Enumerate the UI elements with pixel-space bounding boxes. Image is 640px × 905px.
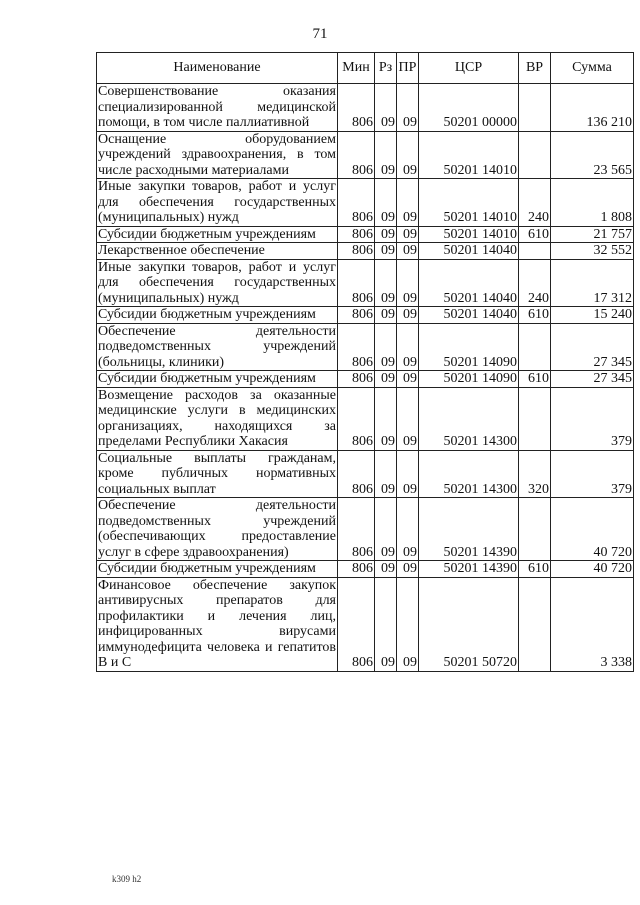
cell-pr: 09 bbox=[397, 307, 419, 324]
cell-sum: 40 720 bbox=[551, 561, 634, 578]
cell-sum: 17 312 bbox=[551, 259, 634, 307]
cell-vr bbox=[519, 84, 551, 132]
cell-vr: 610 bbox=[519, 561, 551, 578]
header-pr: ПР bbox=[397, 53, 419, 84]
cell-vr: 610 bbox=[519, 371, 551, 388]
cell-vr bbox=[519, 243, 551, 260]
cell-rz: 09 bbox=[375, 226, 397, 243]
cell-rz: 09 bbox=[375, 131, 397, 179]
cell-rz: 09 bbox=[375, 577, 397, 671]
cell-min: 806 bbox=[338, 243, 375, 260]
cell-pr: 09 bbox=[397, 84, 419, 132]
cell-pr: 09 bbox=[397, 450, 419, 498]
cell-rz: 09 bbox=[375, 243, 397, 260]
cell-sum: 15 240 bbox=[551, 307, 634, 324]
cell-csr: 50201 14090 bbox=[419, 323, 519, 371]
cell-name: Финансовое обеспечение закупок антивирусных препаратов для профилактики и лечения лиц, инфицированных вирусами иммунодефицита человека и гепатитов В и С bbox=[98, 577, 336, 670]
cell-name: Социальные выплаты гражданам, кроме публичных нормативных социальных выплат bbox=[98, 450, 336, 497]
cell-sum: 32 552 bbox=[551, 243, 634, 260]
cell-csr: 50201 14300 bbox=[419, 450, 519, 498]
table-row bbox=[97, 243, 634, 260]
cell-vr bbox=[519, 323, 551, 371]
cell-name: Субсидии бюджетным учреждениям bbox=[97, 371, 338, 388]
table-row bbox=[97, 498, 634, 561]
cell-pr: 09 bbox=[397, 498, 419, 561]
cell-vr bbox=[519, 577, 551, 671]
cell-min: 806 bbox=[338, 323, 375, 371]
cell-csr: 50201 14010 bbox=[419, 131, 519, 179]
cell-csr: 50201 14300 bbox=[419, 387, 519, 450]
cell-sum: 40 720 bbox=[551, 498, 634, 561]
cell-name: Обеспечение деятельности подведомственных учреждений (больницы, клиники) bbox=[98, 323, 336, 370]
cell-rz: 09 bbox=[375, 387, 397, 450]
cell-csr: 50201 14390 bbox=[419, 561, 519, 578]
header-sum: Сумма bbox=[551, 53, 634, 84]
cell-vr: 610 bbox=[519, 226, 551, 243]
cell-vr bbox=[519, 498, 551, 561]
cell-rz: 09 bbox=[375, 179, 397, 227]
header-vr: ВР bbox=[519, 53, 551, 84]
cell-sum: 3 338 bbox=[551, 577, 634, 671]
cell-min: 806 bbox=[338, 84, 375, 132]
cell-name: Субсидии бюджетным учреждениям bbox=[97, 226, 338, 243]
cell-pr: 09 bbox=[397, 323, 419, 371]
cell-rz: 09 bbox=[375, 259, 397, 307]
cell-name: Совершенствование оказания специализированной медицинской помощи, в том числе паллиативной bbox=[98, 84, 336, 130]
table-row bbox=[97, 84, 634, 132]
cell-rz: 09 bbox=[375, 450, 397, 498]
cell-min: 806 bbox=[338, 131, 375, 179]
cell-pr: 09 bbox=[397, 131, 419, 179]
cell-rz: 09 bbox=[375, 307, 397, 324]
table-row bbox=[97, 226, 634, 243]
cell-csr: 50201 14040 bbox=[419, 259, 519, 307]
header-name: Наименование bbox=[97, 53, 338, 84]
cell-min: 806 bbox=[338, 577, 375, 671]
cell-csr: 50201 00000 bbox=[419, 84, 519, 132]
cell-vr bbox=[519, 387, 551, 450]
cell-csr: 50201 14040 bbox=[419, 243, 519, 260]
cell-vr: 610 bbox=[519, 307, 551, 324]
page-number: 71 bbox=[312, 26, 328, 42]
cell-min: 806 bbox=[338, 387, 375, 450]
cell-pr: 09 bbox=[397, 577, 419, 671]
cell-name: Лекарственное обеспечение bbox=[97, 243, 338, 260]
cell-pr: 09 bbox=[397, 226, 419, 243]
cell-name: Возмещение расходов за оказанные медицинские услуги в медицинских организациях, находящихся за пределами Республики Хакасия bbox=[98, 387, 336, 449]
cell-rz: 09 bbox=[375, 323, 397, 371]
table-row bbox=[97, 259, 634, 307]
budget-table bbox=[96, 52, 634, 672]
cell-sum: 379 bbox=[551, 450, 634, 498]
cell-csr: 50201 50720 bbox=[419, 577, 519, 671]
cell-sum: 27 345 bbox=[551, 323, 634, 371]
cell-name: Оснащение оборудованием учреждений здравоохранения, в том числе расходными материалами bbox=[98, 131, 336, 178]
table-row bbox=[97, 131, 634, 179]
cell-pr: 09 bbox=[397, 371, 419, 388]
cell-vr: 240 bbox=[519, 179, 551, 227]
cell-pr: 09 bbox=[397, 243, 419, 260]
cell-name: Субсидии бюджетным учреждениям bbox=[97, 307, 338, 324]
cell-pr: 09 bbox=[397, 387, 419, 450]
cell-sum: 379 bbox=[551, 387, 634, 450]
cell-sum: 27 345 bbox=[551, 371, 634, 388]
table-row bbox=[97, 577, 634, 671]
cell-csr: 50201 14390 bbox=[419, 498, 519, 561]
cell-pr: 09 bbox=[397, 259, 419, 307]
header-min: Мин bbox=[338, 53, 375, 84]
table-row bbox=[97, 307, 634, 324]
cell-rz: 09 bbox=[375, 371, 397, 388]
table-row bbox=[97, 561, 634, 578]
cell-pr: 09 bbox=[397, 179, 419, 227]
cell-min: 806 bbox=[338, 371, 375, 388]
cell-vr: 320 bbox=[519, 450, 551, 498]
cell-min: 806 bbox=[338, 259, 375, 307]
cell-min: 806 bbox=[338, 561, 375, 578]
table-row bbox=[97, 323, 634, 371]
header-csr: ЦСР bbox=[419, 53, 519, 84]
cell-sum: 23 565 bbox=[551, 131, 634, 179]
cell-vr bbox=[519, 131, 551, 179]
cell-sum: 21 757 bbox=[551, 226, 634, 243]
cell-csr: 50201 14010 bbox=[419, 226, 519, 243]
cell-csr: 50201 14040 bbox=[419, 307, 519, 324]
cell-rz: 09 bbox=[375, 561, 397, 578]
cell-min: 806 bbox=[338, 226, 375, 243]
cell-rz: 09 bbox=[375, 84, 397, 132]
cell-name: Иные закупки товаров, работ и услуг для обеспечения государственных (муниципальных) нужд bbox=[98, 179, 336, 225]
cell-rz: 09 bbox=[375, 498, 397, 561]
table-row bbox=[97, 179, 634, 227]
table-row bbox=[97, 371, 634, 388]
cell-min: 806 bbox=[338, 307, 375, 324]
table-row bbox=[97, 450, 634, 498]
cell-min: 806 bbox=[338, 498, 375, 561]
cell-csr: 50201 14090 bbox=[419, 371, 519, 388]
cell-name: Обеспечение деятельности подведомственных учреждений (обеспечивающих предоставление услуг в сфере здравоохранения) bbox=[98, 498, 336, 560]
table-header-row bbox=[97, 53, 634, 84]
cell-min: 806 bbox=[338, 450, 375, 498]
cell-min: 806 bbox=[338, 179, 375, 227]
cell-csr: 50201 14010 bbox=[419, 179, 519, 227]
header-rz: Рз bbox=[375, 53, 397, 84]
cell-sum: 1 808 bbox=[551, 179, 634, 227]
table-row bbox=[97, 387, 634, 450]
cell-pr: 09 bbox=[397, 561, 419, 578]
footer-code: k309 h2 bbox=[112, 874, 142, 884]
cell-vr: 240 bbox=[519, 259, 551, 307]
cell-name: Субсидии бюджетным учреждениям bbox=[97, 561, 338, 578]
cell-sum: 136 210 bbox=[551, 84, 634, 132]
cell-name: Иные закупки товаров, работ и услуг для обеспечения государственных (муниципальных) нужд bbox=[98, 259, 336, 306]
